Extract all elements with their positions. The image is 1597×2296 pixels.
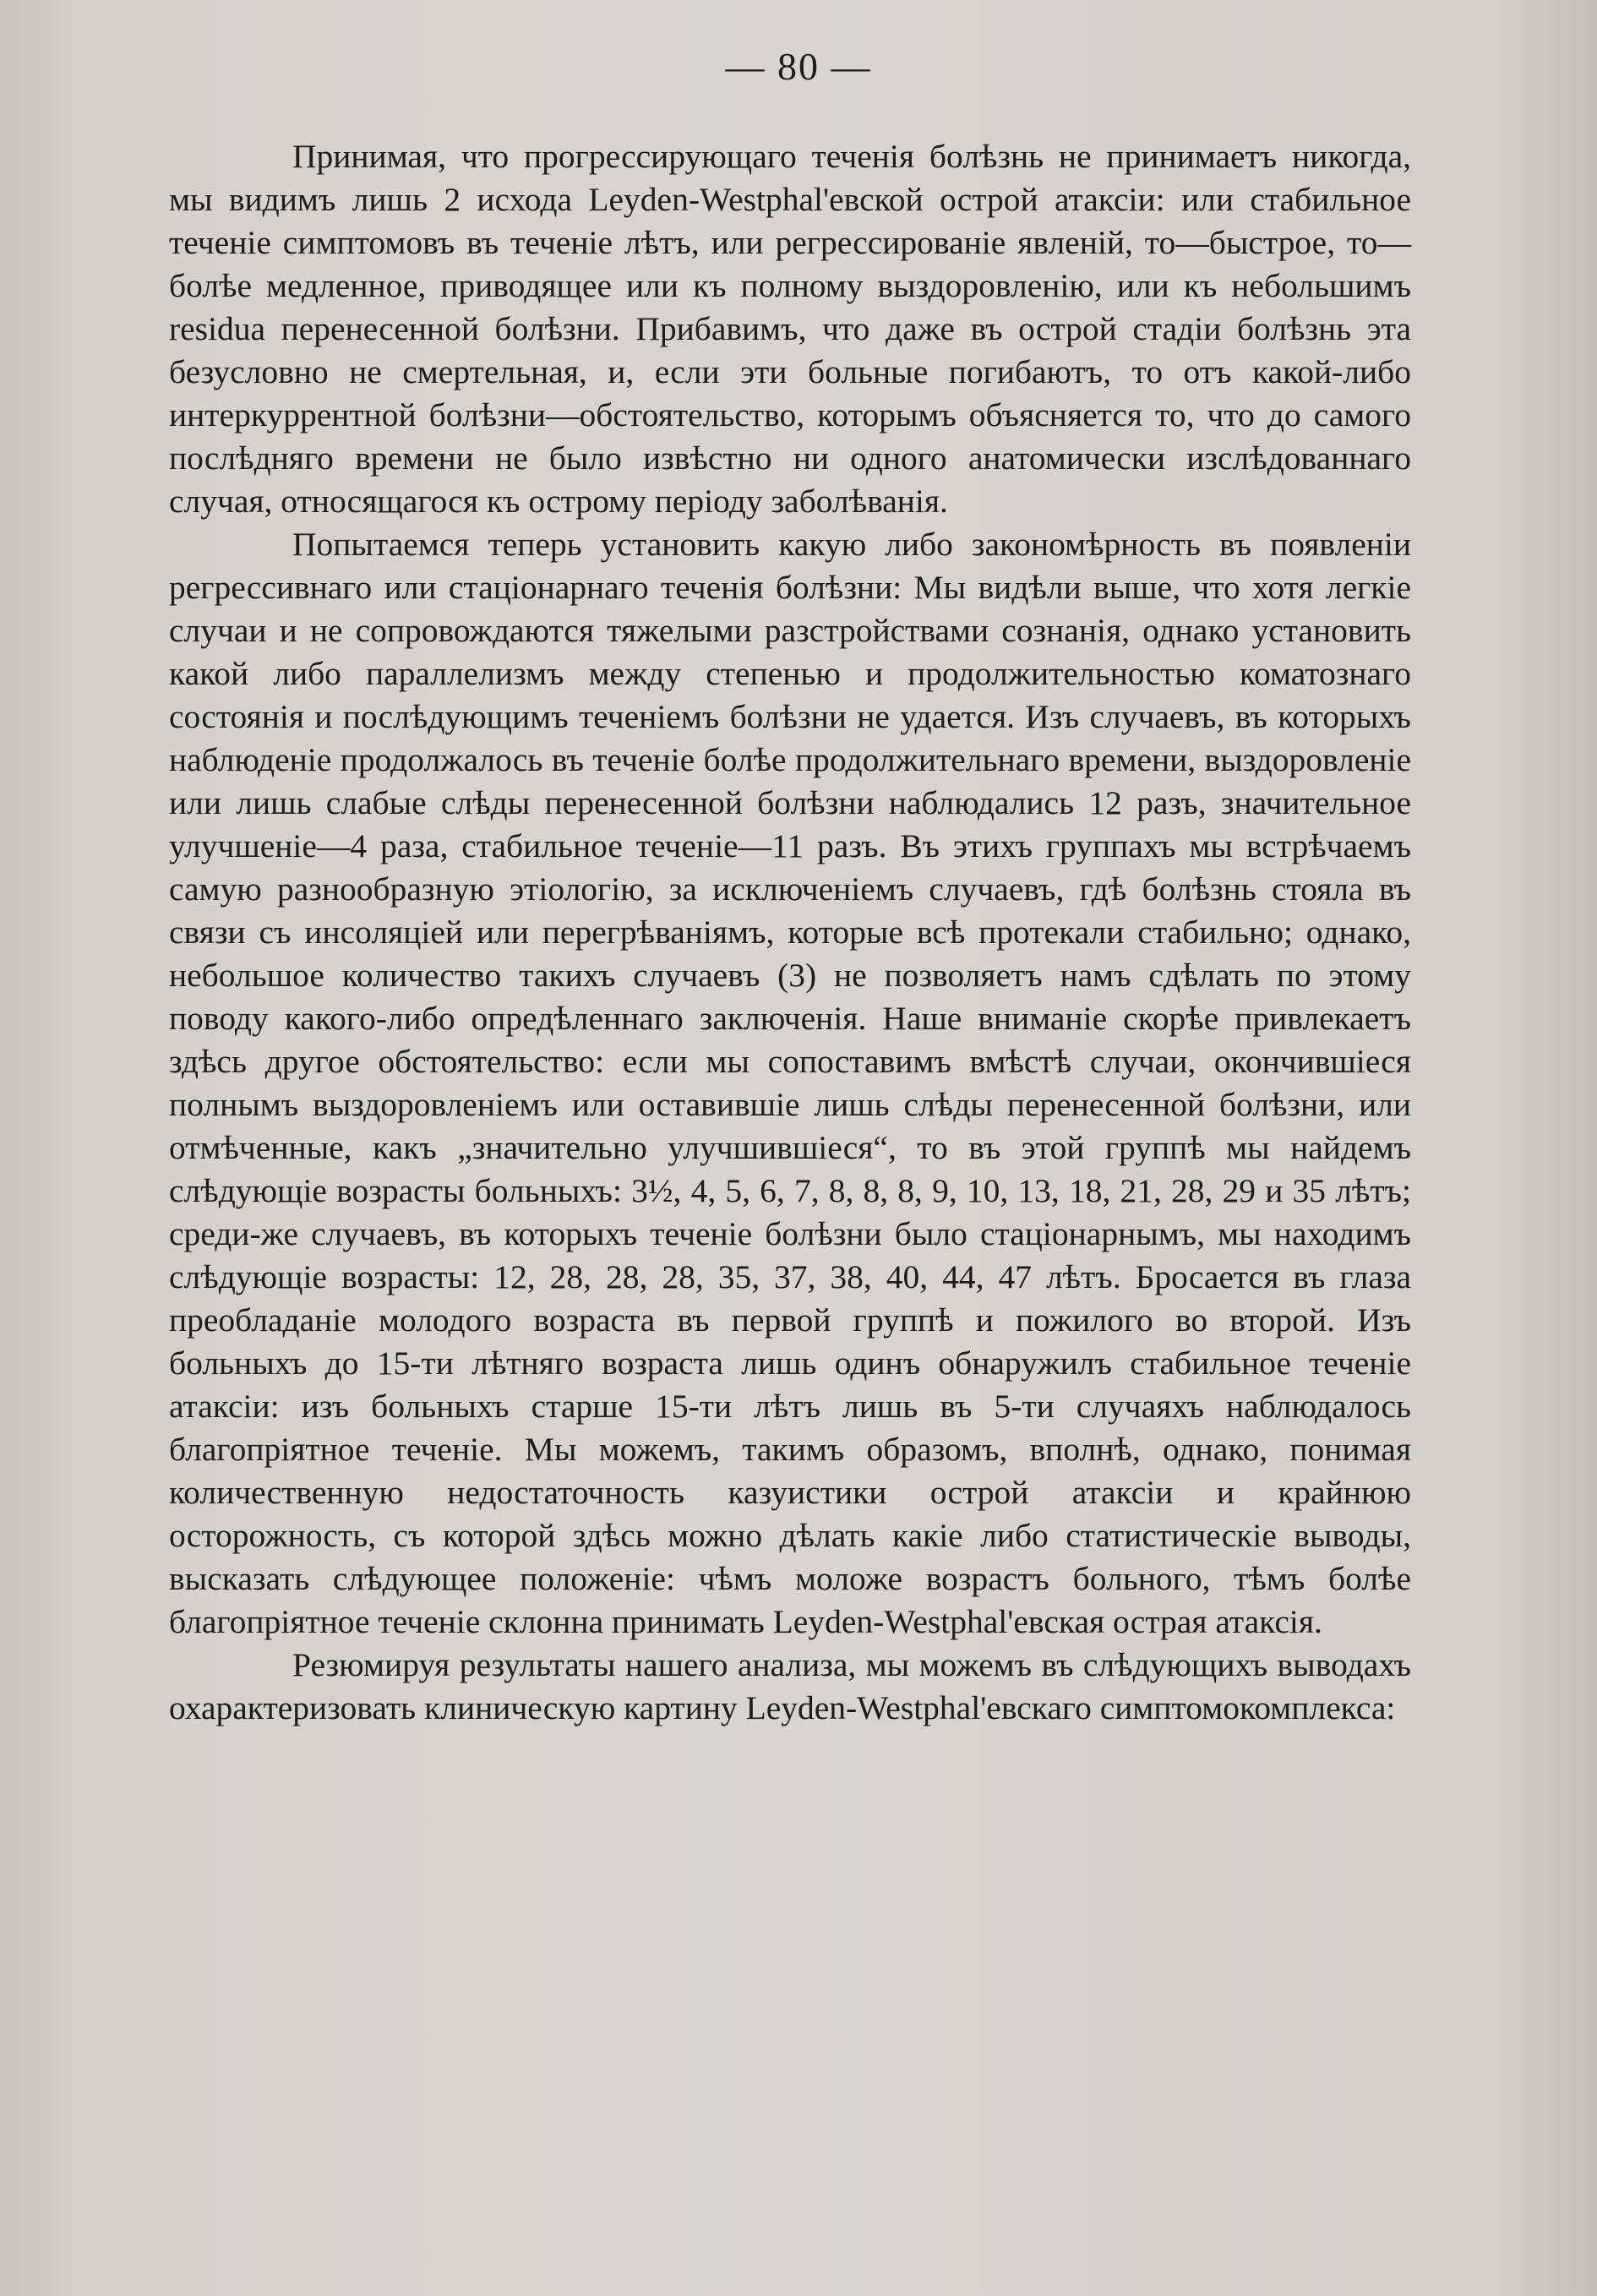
body-text	[169, 135, 1411, 1730]
paragraph-3: Резюмируя результаты нашего анализа, мы можемъ въ слѣдующихъ выводахъ охарактеризовать клиническую картину Leyden-Westphal'евскаго симптомокомплекса:	[169, 1646, 1411, 1726]
paragraph-2: Попытаемся теперь установить какую либо закономѣрность въ появленіи регрессивнаго или стаціонарнаго теченія болѣзни: Мы видѣли выше, что хотя легкіе случаи и не сопровождаются тяжелыми разстройствами сознанія, однако установить какой либо параллелизмъ между степенью и продолжительностью коматознаго состоянія и послѣдующимъ теченіемъ болѣзни не удается. Изъ случаевъ, въ которыхъ наблюденіе продолжалось въ теченіе болѣе продолжительнаго времени, выздоровленіе или лишь слабые слѣды перенесенной болѣзни наблюдались 12 разъ, значительное улучшеніе—4 раза, стабильное теченіе—11 разъ. Въ этихъ группахъ мы встрѣчаемъ самую разнообразную этіологію, за исключеніемъ случаевъ, гдѣ болѣзнь стояла въ связи съ инсоляціей или перегрѣваніямъ, которые всѣ протекали стабильно; однако, небольшое количество такихъ случаевъ (3) не позволяетъ намъ сдѣлать по этому поводу какого-либо опредѣленнаго заключенія. Наше вниманіе скорѣе привлекаетъ здѣсь другое обстоятельство: если мы сопоставимъ вмѣстѣ случаи, окончившіеся полнымъ выздоровленіемъ или оставившіе лишь слѣды перенесенной болѣзни, или отмѣченные, какъ „значительно улучшившіеся“, то въ этой группѣ мы найдемъ слѣдующіе возрасты больныхъ: 3½, 4, 5, 6, 7, 8, 8, 8, 9, 10, 13, 18, 21, 28, 29 и 35 лѣтъ; среди-же случаевъ, въ которыхъ теченіе болѣзни было стаціонарнымъ, мы находимъ слѣдующіе возрасты: 12, 28, 28, 28, 35, 37, 38, 40, 44, 47 лѣтъ. Бросается въ глаза преобладаніе молодого возраста въ первой группѣ и пожилого во второй. Изъ больныхъ до 15-ти лѣтняго возраста лишь одинъ обнаружилъ стабильное теченіе атаксіи: изъ больныхъ старше 15-ти лѣтъ лишь въ 5-ти случаяхъ наблюдалось благопріятное теченіе. Мы можемъ, такимъ образомъ, вполнѣ, однако, понимая количественную недостаточность казуистики острой атаксіи и крайнюю осторожность, съ которой здѣсь можно дѣлать какіе либо статистическіе выводы, высказать слѣдующее положеніе: чѣмъ моложе возрастъ больного, тѣмъ болѣе благопріятное теченіе склонна принимать Leyden-Westphal'евская острая атаксія.	[169, 526, 1411, 1640]
paragraph-1: Принимая, что прогрессирующаго теченія болѣзнь не принимаетъ никогда, мы видимъ лишь 2 исхода Leyden-Westphal'евской острой атаксіи: или стабильное теченіе симптомовъ въ теченіе лѣтъ, или регрессированіе явленій, то—быстрое, то—болѣе медленное, приводящее или къ полному выздоровленію, или къ небольшимъ residua перенесенной болѣзни. Прибавимъ, что даже въ острой стадіи болѣзнь эта безусловно не смертельная, и, если эти больные погибаютъ, то отъ какой-либо интеркуррентной болѣзни—обстоятельство, которымъ объясняется то, что до самого послѣдняго времени не было извѣстно ни одного анатомически изслѣдованнаго случая, относящагося къ острому періоду заболѣванія.	[169, 138, 1411, 520]
page-number: — 80 —	[725, 45, 872, 88]
